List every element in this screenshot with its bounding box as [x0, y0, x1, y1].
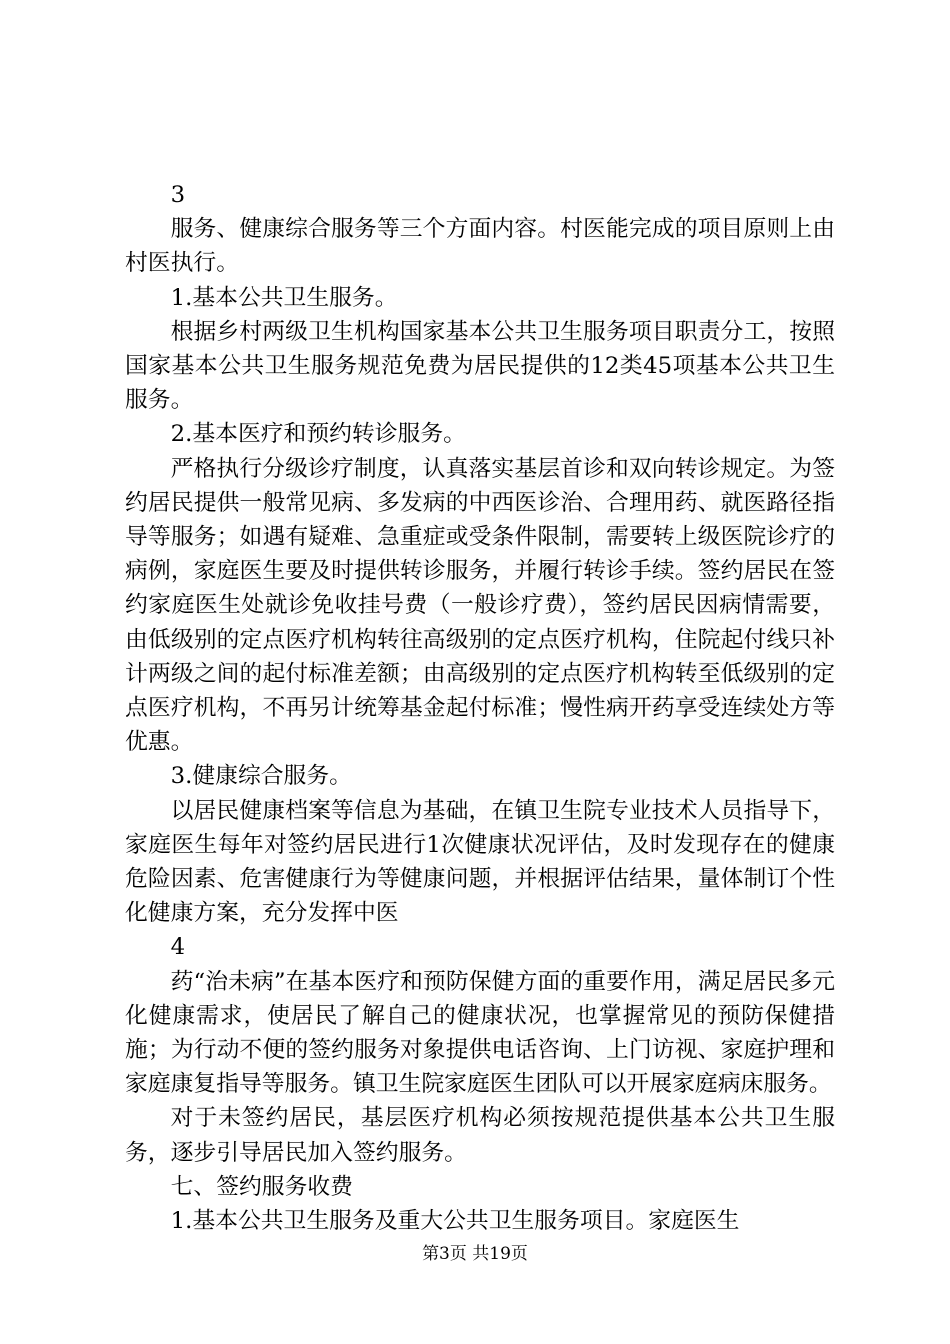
paragraph-public-health: 根据乡村两级卫生机构国家基本公共卫生服务项目职责分工，按照国家基本公共卫生服务规范免费为居民提供的12类45项基本公共卫生服务。	[125, 318, 835, 414]
section-heading-fees: 七、签约服务收费	[170, 1173, 353, 1200]
paragraph-health-services: 以居民健康档案等信息为基础，在镇卫生院专业技术人员指导下，家庭医生每年对签约居民进行1次健康状况评估，及时发现存在的健康危险因素、危害健康行为等健康问题，并根据评估结果，量体制订个性化健康方案，充分发挥中医	[125, 797, 835, 927]
document-body	[125, 178, 835, 1238]
paragraph-service-overview: 服务、健康综合服务等三个方面内容。村医能完成的项目原则上由村医执行。	[125, 216, 835, 277]
section-heading-health-services: 3.健康综合服务。	[170, 763, 352, 790]
section-heading-public-health: 1.基本公共卫生服务。	[170, 284, 398, 311]
paragraph-medical-referral: 严格执行分级诊疗制度，认真落实基层首诊和双向转诊规定。为签约居民提供一般常见病、多发病的中西医诊治、合理用药、就医路径指导等服务；如遇有疑难、急重症或受条件限制，需要转上级医院诊疗的病例，家庭医生要及时提供转诊服务，并履行转诊手续。签约居民在签约家庭医生处就诊免收挂号费（一般诊疗费），签约居民因病情需要，由低级别的定点医疗机构转往高级别的定点医疗机构，住院起付线只补计两级之间的起付标准差额；由高级别的定点医疗机构转至低级别的定点医疗机构，不再另计统筹基金起付标准；慢性病开药享受连续处方等优惠。	[125, 455, 835, 756]
page-marker-4: 4	[170, 934, 186, 961]
page-marker-3: 3	[170, 182, 186, 208]
section-heading-medical-referral: 2.基本医疗和预约转诊服务。	[170, 421, 466, 448]
paragraph-unsigned-residents: 对于未签约居民，基层医疗机构必须按规范提供基本公共卫生服务，逐步引导居民加入签约服务。	[125, 1105, 835, 1166]
paragraph-tcm-prevention: 药“治未病”在基本医疗和预防保健方面的重要作用，满足居民多元化健康需求，使居民了解自己的健康状况，也掌握常见的预防保健措施；为行动不便的签约服务对象提供电话咨询、上门访视、家庭护理和家庭康复指导等服务。镇卫生院家庭医生团队可以开展家庭病床服务。	[125, 968, 835, 1098]
paragraph-fees-item-1: 1.基本公共卫生服务及重大公共卫生服务项目。家庭医生	[170, 1208, 740, 1235]
page-footer: 第3页 共19页	[422, 1244, 528, 1264]
